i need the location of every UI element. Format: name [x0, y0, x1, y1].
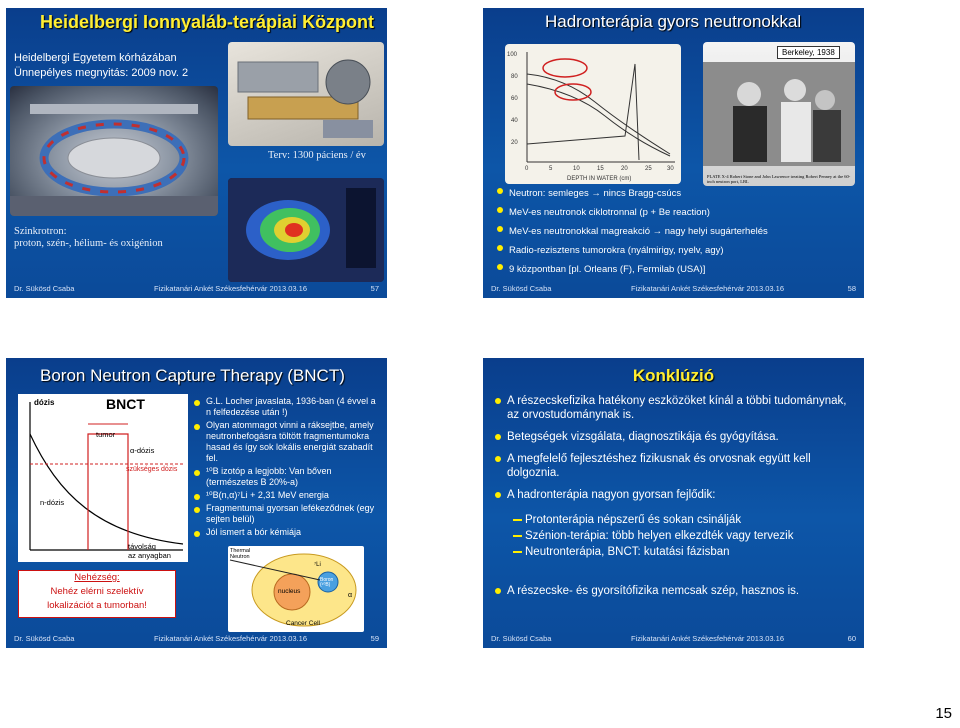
y-tick: 40: [511, 118, 518, 124]
slide-58: [483, 8, 864, 298]
warning-line1: Nehézség:: [74, 572, 120, 583]
bullet-item: Betegségek vizsgálata, diagnosztikája és gyógyítása.: [493, 430, 856, 444]
photo-caption: PLATE X-4 Robert Stone and John Lawrence treating Robert Penney at the 60-inch neutron port, LBL: [707, 174, 851, 184]
bullet-item: MeV-es neutronok ciklotronnal (p + Be reaction): [495, 203, 856, 222]
footer-slide-number: 59: [370, 633, 379, 643]
diagram-distance-label: [128, 542, 171, 560]
graph-x-label: DEPTH IN WATER (cm): [567, 176, 632, 182]
bullet-item: Jól ismert a bór kémiája: [192, 527, 382, 538]
bullet-item: Neutron: semleges → nincs Bragg-csúcs: [495, 184, 856, 203]
distance-line2: az anyagban: [128, 551, 171, 560]
berkeley-photo: [703, 42, 855, 186]
bullet-list: [495, 184, 856, 279]
nucleus-label: nucleus: [278, 588, 301, 595]
bullet-item: MeV-es neutronokkal magreakció → nagy helyi sugárterhelés: [495, 222, 856, 241]
bnct-dose-diagram: [18, 394, 188, 562]
diagram-tumor-label: tumor: [96, 430, 116, 439]
bullet-item: Olyan atommagot vinni a ráksejtbe, amely neutronbefogásra töltött fragmentumokra hasad és így sok lokális energiát szabadít fel.: [192, 420, 382, 464]
footer-event: Fizikatanári Ankét Székesfehérvár 2013.03.16: [631, 283, 785, 293]
berkeley-label: Berkeley, 1938: [777, 46, 840, 59]
x-tick: 10: [573, 166, 580, 172]
warning-line2: Nehéz elérni szelektív: [50, 586, 144, 597]
subtitle-line2: Ünnepélyes megnyitás: 2009 nov. 2: [14, 67, 189, 79]
x-tick: 15: [597, 166, 604, 172]
x-tick: 25: [645, 166, 652, 172]
lithium-label: ⁷Li: [314, 562, 321, 568]
slide-57: [6, 8, 387, 298]
footer-slide-number: 58: [847, 283, 856, 293]
bullet-item: 9 központban [pl. Orleans (F), Fermilab (USA)]: [495, 260, 856, 279]
bullet-item: A hadronterápia nagyon gyorsan fejlődik:: [493, 488, 856, 502]
distance-line1: távolság: [128, 542, 156, 551]
footer-author: Dr. Sükösd Csaba: [14, 633, 75, 643]
bullet-item: G.L. Locher javaslata, 1936-ban (4 évvel a n felfedezése után !): [192, 396, 382, 418]
x-tick: 0: [525, 166, 529, 172]
sub-bullet-item: Protonterápia népszerű és sokan csinálják: [511, 512, 856, 528]
footer-slide-number: 57: [370, 283, 379, 293]
sub-bullet-item: Neutronterápia, BNCT: kutatási fázisban: [511, 544, 856, 560]
boron-label: Boron (¹⁰B): [320, 577, 334, 588]
sub-bullet-list: [511, 512, 856, 560]
bullet-list: [493, 394, 856, 504]
cancer-cell-diagram: [228, 546, 364, 632]
bullet-item: Fragmentumai gyorsan lefékeződnek (egy sejten belül): [192, 503, 382, 525]
warning-box: [18, 570, 176, 618]
x-tick: 5: [549, 166, 553, 172]
synchrotron-photo: [10, 86, 218, 216]
cancer-cell-label: Cancer Cell: [286, 620, 320, 627]
slide-title: Hadronterápia gyors neutronokkal: [545, 12, 802, 31]
alpha-label: α: [348, 592, 353, 599]
slide-title: Heidelbergi Ionnyaláb-terápiai Központ: [40, 12, 375, 32]
diagram-n-dose-label: n-dózis: [40, 498, 65, 507]
synchrotron-caption-line1: Szinkrotron:: [14, 226, 67, 237]
footer-event: Fizikatanári Ankét Székesfehérvár 2013.03.16: [154, 283, 308, 293]
footer-author: Dr. Sükösd Csaba: [14, 283, 75, 293]
slide-footer: [14, 631, 379, 645]
y-tick: 20: [511, 140, 518, 146]
bullet-item: A részecskefizika hatékony eszközöket kínál a többi tudománynak, az orvostudománynak is.: [493, 394, 856, 422]
diagram-dose-label: dózis: [34, 398, 55, 407]
y-tick: 100: [507, 52, 518, 58]
bullet-list-last: [493, 584, 856, 598]
slide-title: Boron Neutron Capture Therapy (BNCT): [40, 366, 345, 385]
slide-footer: [491, 281, 856, 295]
slide-60: [483, 358, 864, 648]
gantry-render: [228, 42, 384, 146]
bullet-list: [192, 396, 382, 538]
slide-title: Konklúzió: [632, 366, 715, 385]
synchrotron-caption-line2: proton, szén-, hélium- és oxigénion: [14, 238, 163, 249]
x-tick: 20: [621, 166, 628, 172]
thermal-neutron-label: Thermal Neutron: [230, 548, 251, 560]
footer-slide-number: 60: [847, 633, 856, 643]
footer-author: Dr. Sükösd Csaba: [491, 283, 552, 293]
footer-event: Fizikatanári Ankét Székesfehérvár 2013.03.16: [154, 633, 308, 643]
diagram-alpha-dose-label: α-dózis: [130, 446, 155, 455]
slide-footer: [14, 281, 379, 295]
footer-author: Dr. Sükösd Csaba: [491, 633, 552, 643]
sub-bullet-item: Szénion-terápia: több helyen elkezdték vagy tervezik: [511, 528, 856, 544]
y-tick: 60: [511, 96, 518, 102]
dose-map-image: [228, 178, 384, 282]
y-tick: 80: [511, 74, 518, 80]
warning-line3: lokalizációt a tumorban!: [47, 600, 147, 611]
bullet-item: ¹⁰B izotóp a legjobb: Van bőven (természetes B 20%-a): [192, 466, 382, 488]
plan-caption: Terv: 1300 páciens / év: [268, 150, 366, 161]
diagram-heading: BNCT: [106, 396, 145, 412]
depth-dose-graph: [505, 44, 681, 184]
bullet-item: A részecske- és gyorsítófizika nemcsak szép, hasznos is.: [493, 584, 856, 598]
slide-59: [6, 358, 387, 648]
page-number: 15: [935, 705, 952, 722]
subtitle-line1: Heidelbergi Egyetem kórházában: [14, 52, 177, 64]
footer-event: Fizikatanári Ankét Székesfehérvár 2013.03.16: [631, 633, 785, 643]
diagram-needed-dose-label: szükséges dózis: [126, 466, 178, 473]
slide-footer: [491, 631, 856, 645]
bullet-item: A megfelelő fejlesztéshez fizikusnak és orvosnak együtt kell dolgoznia.: [493, 452, 856, 480]
bullet-item: ¹⁰B(n,α)⁷Li + 2,31 MeV energia: [192, 490, 382, 501]
bullet-item: Radio-rezisztens tumorokra (nyálmirigy, nyelv, agy): [495, 241, 856, 260]
x-tick: 30: [667, 166, 674, 172]
